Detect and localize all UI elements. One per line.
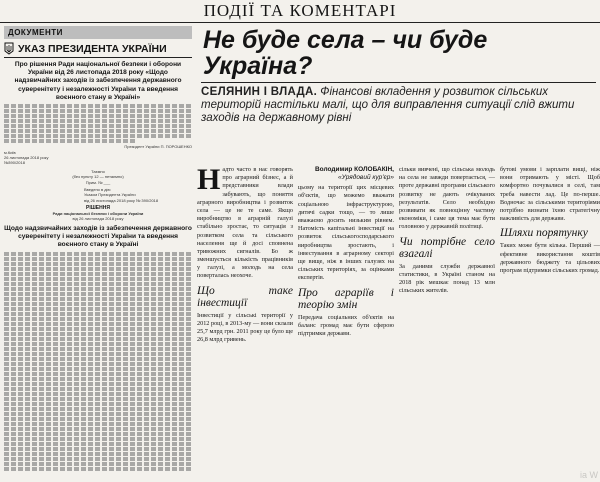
article-column-1 [197,166,293,482]
section-title: ПОДІЇ ТА КОМЕНТАРІ [203,1,397,20]
author-role: «Урядовий кур'єр» [338,174,394,182]
subhead-rescue-ways: Шляхи порятунку [500,227,588,240]
enacted-line2: Указом Президента України [84,192,136,198]
article-headline: Не буде села – чи буде Україна? [203,26,488,80]
column-3b-text: За даними служби державної статистики, в Україні станом на 2018 рік мешкає понад 13 млн сільських жителів. [399,262,495,295]
trident-emblem-icon [4,42,14,55]
decree-title: УКАЗ ПРЕЗИДЕНТА УКРАЇНИ [18,42,167,55]
dropcap: Н [197,166,221,196]
decision-date: від 26 листопада 2018 року [72,216,124,222]
secret-label: Таємно [91,168,105,174]
decree-subject: Про рішення Ради національної безпеки і оборони України від 26 листопада 2018 року «Щодо надзвичайних заходів із забезпечення державного суверенітету і незалежності України та введення воєнного стану в Україні» [14,61,182,101]
secret-note: (без пункту 12 — нетаємно) [72,174,124,180]
subhead-village-needed: Чи потрібне село взагалі [399,235,495,260]
column-2-text: цьому на території цих місцевих об'єктів, що можемо вважати соціальною інфраструктурою, дитячі садки тощо, — то лише вважаємо досить низьким рівнем. Натомість капітальні інвестиції на розвиток сільськогосподарського виробництва зростають, і інвестування в аграрному секторі ще вище, ніж в інших галузях на сільських територіях, за оцінками експертів. [298,184,394,282]
author-name: Володимир КОЛОБАКІН, [314,166,394,173]
decree-body [4,104,192,143]
column-1-text: адто часто в нас говорять про аграрний бізнес, а й представники влади забувають, що поняття аграрного виробництва і розвиток села — це не те саме. Якщо виробництво в аграрній галузі стабільно зростає, то ситуація з розвитком села та сільського населення ще й досі сповнена тривожних сигналів. Бо ж зменшується кількість працівників у галузі, а молодь на села поверталась неохоче. [197,166,293,280]
lead-kicker: СЕЛЯНИН І ВЛАДА. [201,86,318,98]
subhead-agrarians: Про аграріїв і теорію змін [298,286,394,311]
decree-header [4,42,192,58]
documents-bar: ДОКУМЕНТИ [4,26,192,39]
lead-text: Фінансові вкладення у розвиток сільських територій настільки малі, що для виправлення ситуації слід вжити заходів на державному рівні [201,86,575,125]
article-column-3 [399,166,495,482]
column-2b-text: Передача соціальних об'єктів на баланс громад має бути сферою підтримки держави. [298,313,394,337]
article [197,26,600,482]
documents-column [4,26,192,482]
subhead-investments: Що таке інвестиції [197,284,293,309]
enacted-line3: від 26 листопада 2018 року № 390/2018 [84,197,159,203]
decree-signature: Президент України П. ПОРОШЕНКО [124,144,192,150]
decree-date: 26 листопада 2018 року [4,154,49,160]
decision-council: Ради національної безпеки і оборони України [52,211,144,217]
column-4-text: бутові умови і зарплати вищі, ніж вони отримають у місті. Щоб комфортно почувалися в селі, там треба навести лад. Це по-перше. Водночас за сільськими територіями потрібно визнати їхню стратегічну важливість для держави. [500,166,600,223]
decree-number: №390/2018 [4,160,25,166]
decision-body [4,252,192,471]
author-byline [298,166,394,182]
section-header [0,0,600,23]
column-1b-text: Інвестиції у сільські території у 2012 році, в 2013-му — вони склали 25,7 млрд грн. 2011 року це було ще 26,8 млрд гривень. [197,311,293,344]
watermark: ia W [580,470,598,480]
article-column-4 [500,166,600,482]
copy-number: Прим. № ___ [85,179,111,185]
decree-place: м.Київ [4,149,16,155]
article-lead [201,82,596,126]
enacted-line1: Введено в дію [84,186,111,192]
decision-label: РІШЕННЯ [86,205,110,212]
column-3-text: сільки вивчені, що сільська молодь на села не завжди повертається, — проте державні програми сільського розвитку не дають очікуваних результатів. Село необхідно розвивати як повноцінну частину економіки, і саме ця тема має бути головною у державній політиці. [399,166,495,231]
decision-subject: Щодо надзвичайних заходів із забезпечення державного суверенітету і незалежності України та введення воєнного стану в Україні [4,224,192,249]
column-4b-text: Таких може бути кілька. Перший — ефективне використання коштів державного бюджету та цільових програм підтримки сільських громад. [500,242,600,274]
article-column-2 [298,166,394,482]
